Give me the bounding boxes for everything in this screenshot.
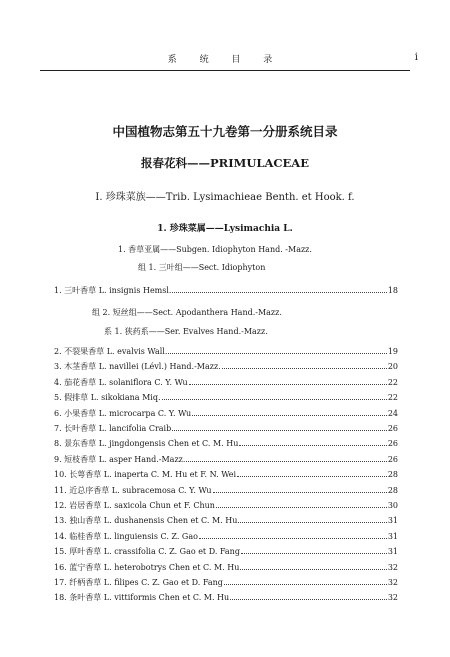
toc-entry	[54, 408, 398, 420]
toc-entry	[54, 423, 398, 435]
toc-entry-page: 31	[387, 532, 398, 541]
toc-entry-page: 26	[387, 439, 398, 448]
toc-entry-label: 1. 三叶香草 L. insignis Hemsl.	[54, 286, 172, 295]
toc-entry-page: 31	[387, 547, 398, 556]
family-heading: 报春花科——PRIMULACEAE	[141, 156, 309, 170]
dot-leader	[162, 398, 387, 400]
dot-leader	[172, 291, 386, 293]
toc-entry-label: 5. 假排草 L. sikokiana Miq.	[54, 393, 161, 402]
toc-entry	[54, 454, 398, 466]
toc-entry-page: 22	[387, 378, 398, 387]
dot-leader	[224, 583, 387, 585]
toc-entry-page: 24	[387, 409, 398, 418]
tribe-heading: I. 珍珠菜族——Trib. Lysimachieae Benth. et Hook. f.	[95, 192, 355, 203]
dot-leader	[239, 444, 386, 446]
toc-entry	[54, 469, 398, 481]
toc-entry-label: 11. 近总序香草 L. subracemosa C. Y. Wu	[54, 486, 212, 495]
dot-leader	[241, 552, 387, 554]
toc-entry-label: 3. 木茎香草 L. navillei (Lévl.) Hand.-Mazz.	[54, 362, 221, 371]
subgenus-heading: 1. 香草亚属——Subgen. Idiophyton Hand. -Mazz.	[118, 245, 312, 254]
toc-entry-page: 32	[387, 593, 398, 602]
toc-entry-label: 18. 条叶香草 L. vittiformis Chen et C. M. Hu	[54, 593, 230, 602]
toc-entry-page: 26	[387, 455, 398, 464]
toc-entry-label: 9. 短枝香草 L. asper Hand.-Mazz.	[54, 455, 186, 464]
toc-entry-label: 13. 独山香草 L. dushanensis Chen et C. M. Hu	[54, 516, 238, 525]
page-title: 中国植物志第五十九卷第一分册系统目录	[112, 124, 338, 139]
dot-leader	[168, 352, 386, 354]
section-heading: 组 1. 三叶组——Sect. Idiophyton	[138, 263, 266, 272]
toc-entry-label: 12. 岩居香草 L. saxicola Chun et F. Chun	[54, 501, 215, 510]
toc-entry-label: 15. 厚叶香草 L. crassifolia C. Z. Gao et D. Fang	[54, 547, 240, 556]
toc-entry-label: 16. 蓝宁香草 L. heterobotrys Chen et C. M. Hu	[54, 563, 240, 572]
toc-entry-page: 22	[387, 393, 398, 402]
dot-leader	[186, 460, 386, 462]
toc-entry	[54, 438, 398, 450]
toc-entry	[54, 562, 398, 574]
running-header	[40, 52, 418, 71]
toc-entry-label: 14. 临桂香草 L. linguiensis C. Z. Gao	[54, 532, 198, 541]
toc-entry-page: 26	[387, 424, 398, 433]
toc-entry-label: 7. 长叶香草 L. lancifolia Craib	[54, 424, 172, 433]
dot-leader	[238, 521, 386, 523]
toc-entry-label: 10. 长萼香草 L. inaperta C. M. Hu et F. N. Wei	[54, 470, 237, 479]
dot-leader	[222, 367, 387, 369]
toc-entry-page: 30	[387, 501, 398, 510]
toc-entry	[54, 546, 398, 558]
toc-entry-page: 28	[387, 486, 398, 495]
toc-entry-label: 4. 茄花香草 L. solaniflora C. Y. Wu	[54, 378, 188, 387]
dot-leader	[230, 598, 387, 600]
toc-entry	[54, 515, 398, 527]
genus-heading: 1. 珍珠菜属——Lysimachia L.	[157, 224, 293, 234]
toc-entry-page: 32	[387, 563, 398, 572]
toc-entry	[54, 485, 398, 497]
toc-entry-page: 19	[387, 347, 398, 356]
toc-entry-label: 8. 景东香草 L. jingdongensis Chen et C. M. Hu	[54, 439, 239, 448]
toc-entry-label: 2. 不裂果香草 L. evalvis Wall.	[54, 347, 168, 356]
series-heading: 系 1. 狭药系——Ser. Evalves Hand.-Mazz.	[104, 327, 268, 336]
toc-entry	[54, 500, 398, 512]
section-heading: 组 2. 短丝组——Sect. Apodanthera Hand.-Mazz.	[92, 308, 282, 317]
page-number: i	[414, 52, 418, 63]
toc-entry	[54, 346, 398, 358]
toc-entry	[54, 377, 398, 389]
dot-leader	[237, 475, 387, 477]
dot-leader	[189, 383, 387, 385]
toc-entry-page: 20	[387, 362, 398, 371]
toc-entry	[54, 392, 398, 404]
dot-leader	[199, 537, 387, 539]
toc-entry	[54, 361, 398, 373]
toc-entry-label: 6. 小果香草 L. microcarpa C. Y. Wu	[54, 409, 192, 418]
dot-leader	[216, 506, 387, 508]
toc-entry-label: 17. 纤柄香草 L. filipes C. Z. Gao et D. Fang	[54, 578, 223, 587]
toc-entry	[54, 577, 398, 589]
toc-entry-page: 31	[387, 516, 398, 525]
toc-entry	[54, 592, 398, 604]
dot-leader	[192, 414, 387, 416]
toc-entry-page: 28	[387, 470, 398, 479]
toc-entry	[54, 531, 398, 543]
toc-entry	[54, 285, 398, 297]
toc-entry-page: 32	[387, 578, 398, 587]
dot-leader	[240, 568, 386, 570]
dot-leader	[213, 491, 387, 493]
dot-leader	[172, 429, 387, 431]
toc-entry-page: 18	[387, 286, 398, 295]
header-title: 系 统 目 录	[167, 55, 283, 65]
